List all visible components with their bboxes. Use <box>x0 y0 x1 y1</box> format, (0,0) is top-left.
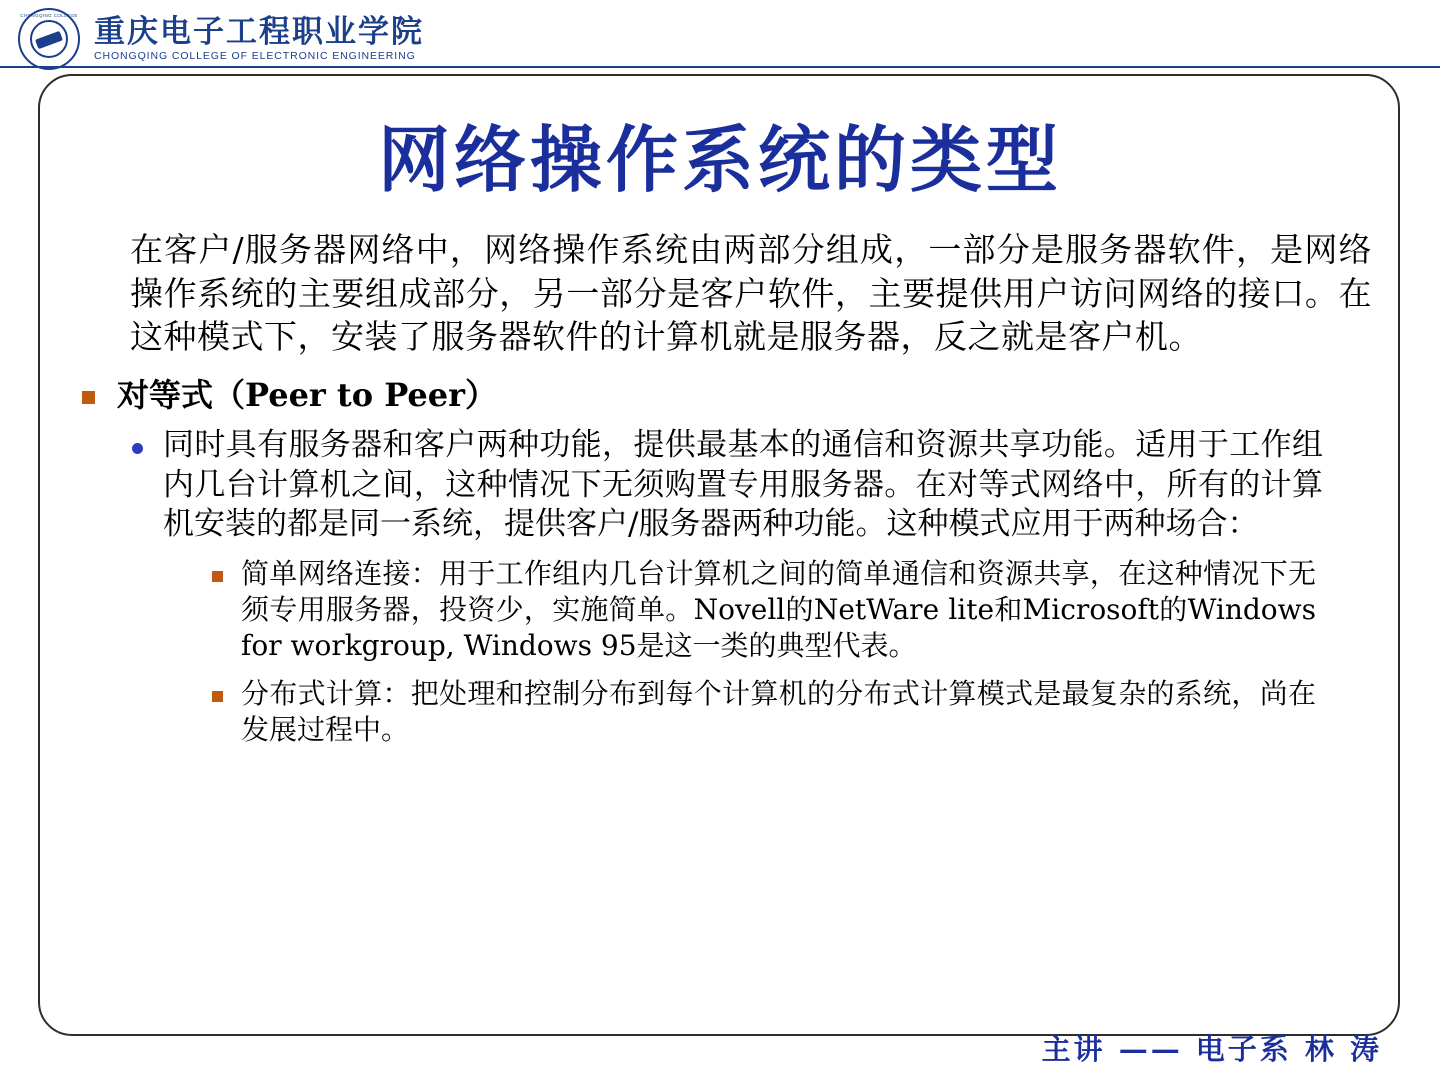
header-divider <box>0 66 1440 68</box>
institution-name-en: CHONGQING COLLEGE OF ELECTRONIC ENGINEERING <box>94 50 416 63</box>
list-item-level3 <box>212 556 1372 663</box>
presenter-footer: 主讲 —— 电子系 林 涛 <box>1041 1032 1382 1066</box>
list-item-level3 <box>212 676 1372 748</box>
level1-label: 对等式（Peer to Peer） <box>117 375 497 414</box>
square-bullet-icon <box>82 391 95 404</box>
institution-name-block <box>94 13 424 63</box>
seal-ring-text: CHONGQING COLLEGE <box>20 13 78 18</box>
level2-text: 同时具有服务器和客户两种功能，提供最基本的通信和资源共享功能。适用于工作组内几台计算机之间，这种情况下无须购置专用服务器。在对等式网络中，所有的计算机安装的都是同一系统，提供客户/服务器两种功能。这种模式应用于两种场合： <box>163 427 1323 542</box>
college-seal-icon <box>18 8 80 70</box>
page-title: 网络操作系统的类型 <box>377 117 1062 202</box>
list-item-level1 <box>82 375 1372 417</box>
level3-text: 分布式计算：把处理和控制分布到每个计算机的分布式计算模式是最复杂的系统，尚在发展过程中。 <box>241 676 1316 746</box>
intro-paragraph: 在客户/服务器网络中，网络操作系统由两部分组成，一部分是服务器软件，是网络操作系统的主要组成部分，另一部分是客户软件，主要提供用户访问网络的接口。在这种模式下，安装了服务器软件的计算机就是服务器，反之就是客户机。 <box>130 230 1372 357</box>
dot-bullet-icon <box>132 443 143 454</box>
square-bullet-icon <box>212 571 223 582</box>
square-bullet-icon <box>212 691 223 702</box>
institution-name-cn: 重庆电子工程职业学院 <box>94 13 424 50</box>
list-item-level2 <box>132 426 1372 544</box>
institution-header <box>18 8 424 70</box>
slide-body <box>72 228 1372 747</box>
level3-text: 简单网络连接：用于工作组内几台计算机之间的简单通信和资源共享，在这种情况下无须专用服务器，投资少，实施简单。Novell的NetWare lite和Microsoft的Windows for workgroup, Windows 95是这一类的典型代表。 <box>241 557 1316 662</box>
